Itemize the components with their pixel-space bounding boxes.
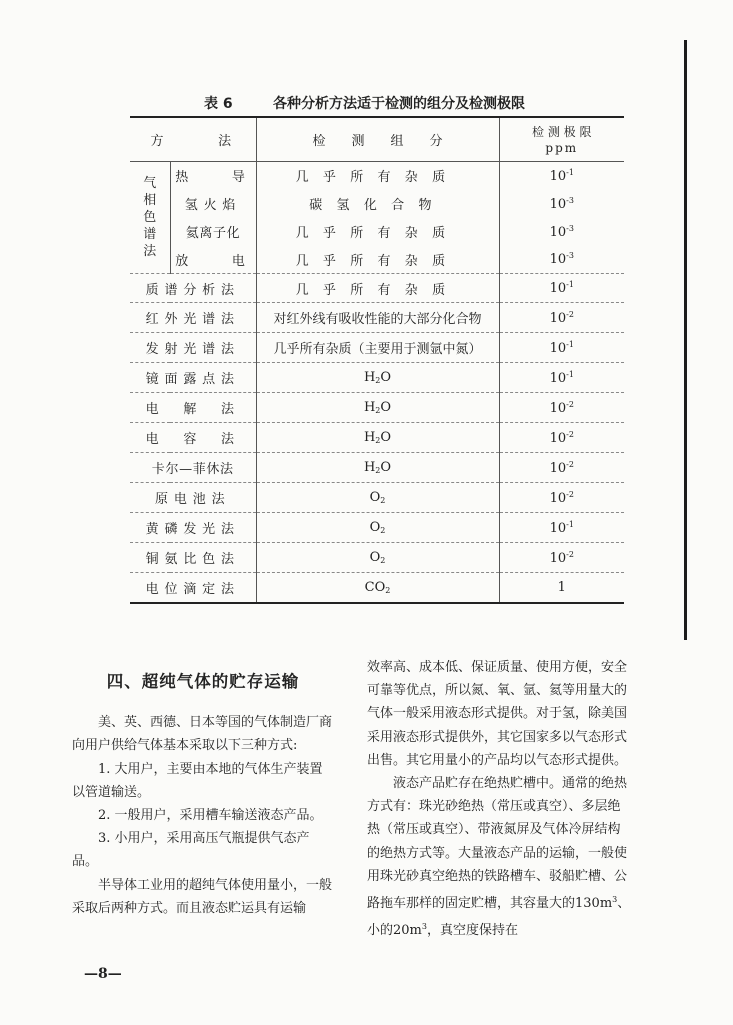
component: 对红外线有吸收性能的大部分化合物: [256, 303, 499, 333]
table-row: [130, 274, 624, 303]
limit: $10^{-2}$: [499, 423, 624, 453]
gc-component: 几乎所有杂质: [256, 246, 499, 274]
gc-component: 碳氢化合物: [256, 190, 499, 218]
paragraph: 液态产品贮存在绝热贮槽中。通常的绝热方式有：珠光砂绝热（常压或真空）、多层绝热（常压或真空）、带液氮屏及气体冷屏结构的绝热方式等。大量液态产品的运输，一般使用珠光砂真空绝热的铁路槽车、驳船贮槽、公路拖车那样的固定贮槽，其容量大的$130m^3$、小的$20m^3$，真空度保持在: [367, 776, 631, 939]
component: $O_2$: [256, 513, 499, 543]
component: $H_2O$: [256, 423, 499, 453]
table-row: [130, 513, 624, 543]
component: $H_2O$: [256, 393, 499, 423]
header-component: 检 测 组 分: [256, 117, 499, 162]
limit: $10^{-1}$: [499, 333, 624, 363]
table-title: 各种分析方法适于检测的组分及检测极限: [273, 96, 525, 112]
method-name: 质谱分析法: [130, 274, 256, 303]
method-name: 电 容 法: [130, 423, 256, 453]
component: $O_2$: [256, 483, 499, 513]
list-item: 2. 一般用户，采用槽车输送液态产品。: [98, 808, 323, 824]
limit: $10^{-2}$: [499, 393, 624, 423]
header-method: 方 法: [130, 117, 256, 162]
page-edge-line: [684, 40, 687, 640]
method-name: 铜氨比色法: [130, 543, 256, 573]
gc-detector: 放 电: [175, 253, 251, 269]
gc-limit: $10^{-3}$: [549, 195, 574, 212]
limit: $10^{-2}$: [499, 483, 624, 513]
component: 几乎所有杂质: [256, 274, 499, 303]
method-name: 黄磷发光法: [130, 513, 256, 543]
table-row: [130, 303, 624, 333]
method-name: 卡尔—菲休法: [130, 453, 256, 483]
method-name: 电 解 法: [130, 393, 256, 423]
component: $H_2O$: [256, 453, 499, 483]
table-row: [130, 483, 624, 513]
table-row: [130, 363, 624, 393]
table-row: [130, 453, 624, 483]
table-number: 表 6: [204, 96, 233, 112]
header-limit: 检 测 极 限 ppm: [499, 117, 624, 162]
method-name: 红外光谱法: [130, 303, 256, 333]
gc-detector: 热 导: [170, 162, 256, 190]
paragraph: 效率高、成本低、保证质量、使用方便，安全可靠等优点，所以氮、氧、氩、氦等用量大的气体一般采用液态形式提供。对于氢，除美国采用液态形式提供外，其它国家多以气态形式出售。其它用量小的产品均以气态形式提供。: [367, 660, 628, 768]
component: $O_2$: [256, 543, 499, 573]
paragraph: 半导体工业用的超纯气体使用量小，一般采取后两种方式。而且液态贮运具有运输: [72, 877, 333, 916]
list-item: 1. 大用户，主要由本地的气体生产装置以管道输送。: [72, 761, 323, 800]
right-column: [367, 656, 633, 942]
paragraph: 美、英、西德、日本等国的气体制造厂商向用户供给气体基本采取以下三种方式:: [72, 715, 333, 754]
table-row: [130, 423, 624, 453]
table-row: [130, 573, 624, 603]
limit: 1: [499, 573, 624, 603]
limit: $10^{-2}$: [499, 453, 624, 483]
table-row: [130, 543, 624, 573]
gc-component: 几乎所有杂质: [256, 218, 499, 246]
table-row-gc-4: [130, 246, 624, 274]
component: $H_2O$: [256, 363, 499, 393]
gc-limit: $10^{-3}$: [549, 251, 574, 268]
table-row-gc-1: [130, 162, 624, 190]
left-column: [72, 656, 334, 920]
list-item: 3. 小用户，采用高压气瓶提供气态产品。: [72, 831, 310, 870]
table-row-gc-3: [130, 218, 624, 246]
method-name: 原电池法: [130, 483, 256, 513]
table-row: [130, 393, 624, 423]
gc-component: 几乎所有杂质: [256, 162, 499, 190]
limit: $10^{-2}$: [499, 303, 624, 333]
component: 几乎所有杂质（主要用于测氩中氮）: [256, 333, 499, 363]
limit: $10^{-1}$: [499, 363, 624, 393]
method-name: 发射光谱法: [130, 333, 256, 363]
methods-table: [130, 116, 624, 604]
gc-limit: $10^{-3}$: [549, 223, 574, 240]
gc-group-label: 气 相 色 谱 法: [130, 162, 170, 274]
component: $CO_2$: [256, 573, 499, 603]
limit: $10^{-1}$: [499, 274, 624, 303]
table-header-row: [130, 117, 624, 162]
section-title: 四、超纯气体的贮存运输: [106, 672, 300, 691]
limit: $10^{-1}$: [499, 513, 624, 543]
gc-limit: $10^{-1}$: [499, 162, 624, 190]
page-number: —8—: [84, 966, 122, 982]
table-row: [130, 333, 624, 363]
table-row-gc-2: [130, 190, 624, 218]
method-name: 电位滴定法: [130, 573, 256, 603]
gc-detector: 氦离子化: [185, 226, 241, 241]
method-name: 镜面露点法: [130, 363, 256, 393]
limit: $10^{-2}$: [499, 543, 624, 573]
gc-detector: 氢火焰: [184, 198, 242, 213]
